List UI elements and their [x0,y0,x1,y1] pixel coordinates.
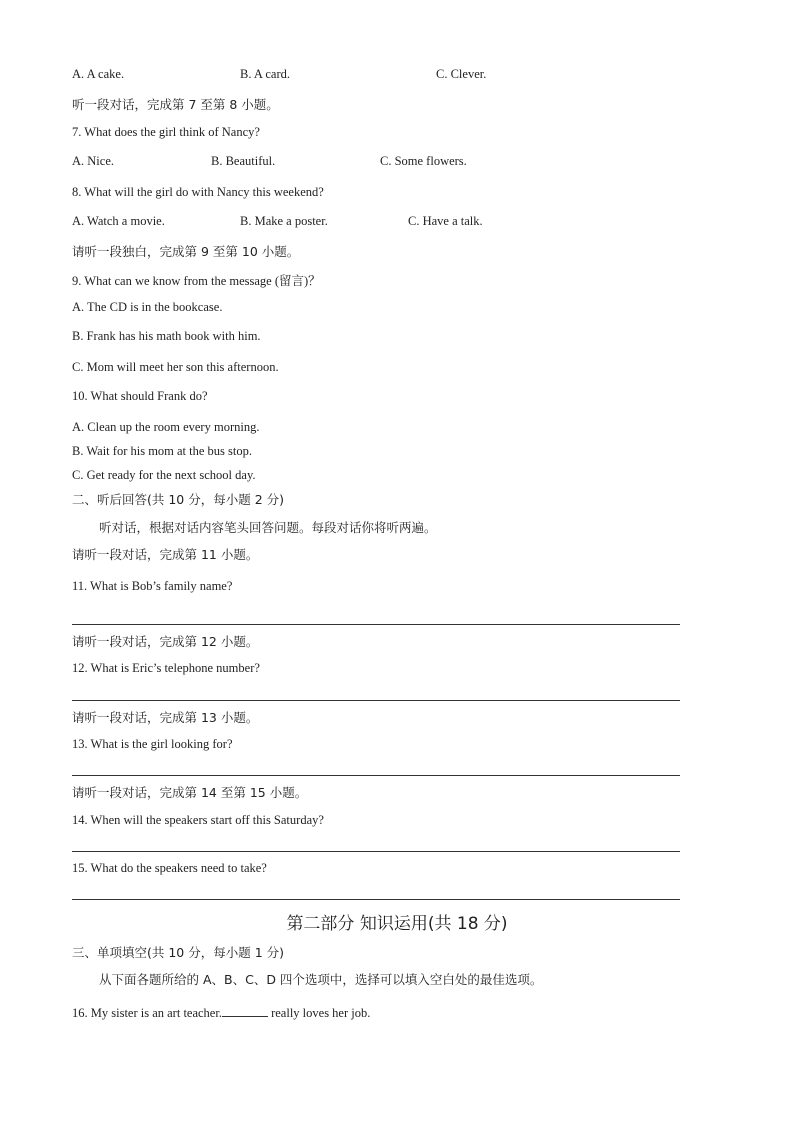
question-11: 11. What is Bob’s family name? [72,579,233,593]
part-title: 第二部分 知识运用(共 18 分) [286,914,508,934]
q7-option-b: B. Beautiful. [211,154,276,168]
question-9: 9. What can we know from the message (留言)？ [72,274,321,288]
question-10: 10. What should Frank do? [72,389,208,403]
q7-option-c: C. Some flowers. [380,154,467,168]
question-15: 15. What do the speakers need to take? [72,861,267,875]
q8-option-b: B. Make a poster. [240,214,328,228]
section-instruction-9-10: 请听一段独白，完成第 9 至第 10 小题。 [72,244,300,259]
question-13: 13. What is the girl looking for? [72,737,233,751]
section-instruction-13: 请听一段对话，完成第 13 小题。 [72,710,259,725]
q6-option-c: C. Clever. [436,67,487,81]
section-instruction-12: 请听一段对话，完成第 12 小题。 [72,634,259,649]
section-instruction-14-15: 请听一段对话，完成第 14 至第 15 小题。 [72,785,308,800]
blank-16[interactable] [222,1004,268,1017]
q9-option-a: A. The CD is in the bookcase. [72,300,223,314]
q6-option-a: A. A cake. [72,67,125,81]
answer-line-14[interactable] [72,851,680,852]
question-16-stem-end: really loves her job. [267,1006,371,1020]
q8-option-a: A. Watch a movie. [72,214,165,228]
q10-option-a: A. Clean up the room every morning. [72,420,260,434]
part-3-heading: 三、单项填空(共 10 分，每小题 1 分) [72,945,285,960]
question-8: 8. What will the girl do with Nancy this weekend? [72,185,324,199]
question-7: 7. What does the girl think of Nancy? [72,125,260,139]
answer-line-11[interactable] [72,624,680,625]
q10-option-c: C. Get ready for the next school day. [72,468,256,482]
answer-line-13[interactable] [72,775,680,776]
part-2-instruction: 听对话，根据对话内容笔头回答问题。每段对话你将听两遍。 [99,520,437,535]
q7-option-a: A. Nice. [72,154,114,168]
section-instruction-11: 请听一段对话，完成第 11 小题。 [72,547,259,562]
q10-option-b: B. Wait for his mom at the bus stop. [72,444,253,458]
q8-option-c: C. Have a talk. [408,214,483,228]
answer-line-12[interactable] [72,700,680,701]
question-12: 12. What is Eric’s telephone number? [72,661,260,675]
q6-option-b: B. A card. [240,67,290,81]
section-instruction-7-8: 听一段对话，完成第 7 至第 8 小题。 [72,97,279,112]
q9-option-b: B. Frank has his math book with him. [72,329,261,343]
question-16-stem-start: 16. My sister is an art teacher. [72,1006,222,1020]
part-2-heading: 二、听后回答(共 10 分，每小题 2 分) [72,492,285,507]
question-14: 14. When will the speakers start off this Saturday? [72,813,324,827]
part-3-instruction: 从下面各题所给的 A、B、C、D 四个选项中，选择可以填入空白处的最佳选项。 [99,972,543,987]
q9-option-c: C. Mom will meet her son this afternoon. [72,360,279,374]
question-16 [72,1004,370,1021]
answer-line-15[interactable] [72,899,680,900]
